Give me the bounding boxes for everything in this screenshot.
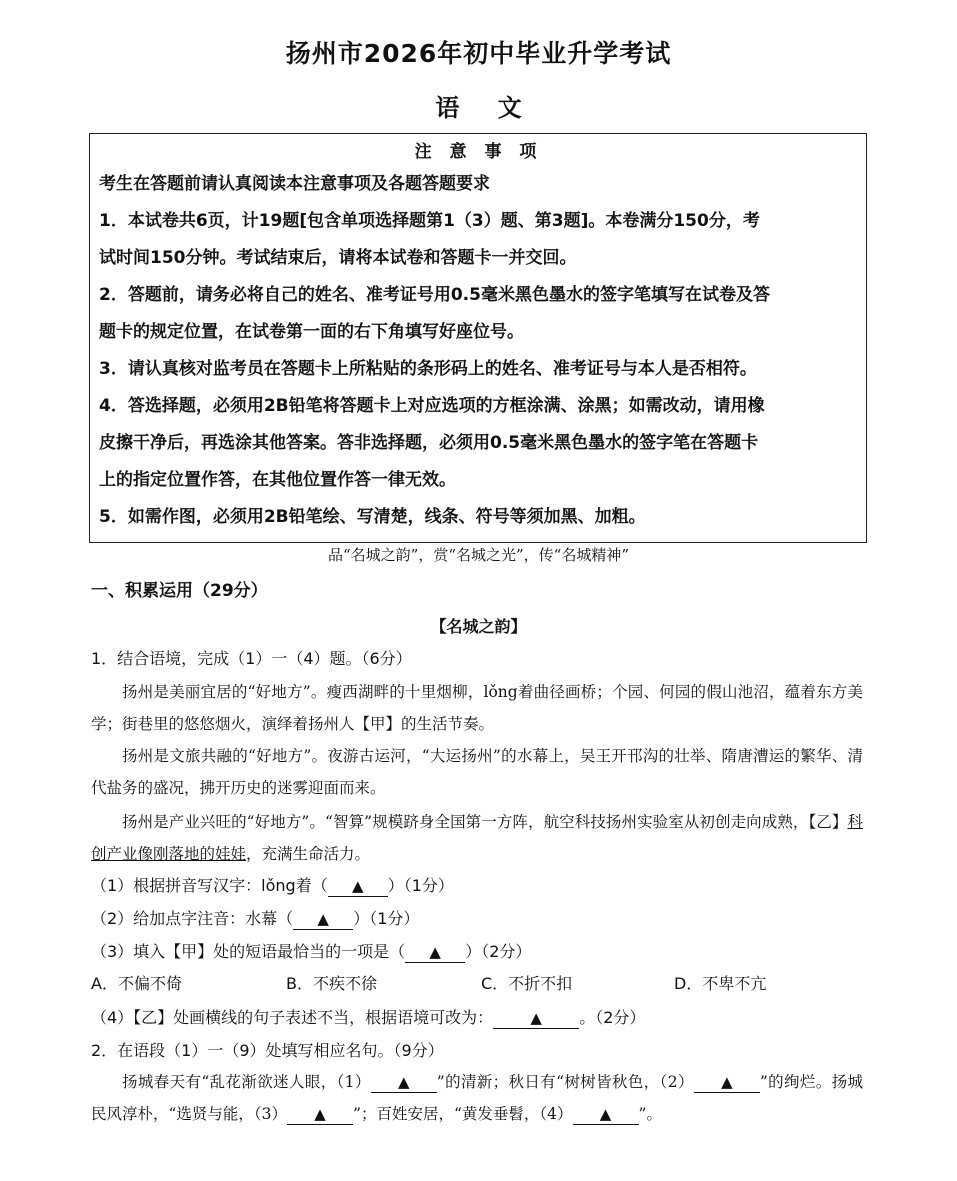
answer-blank[interactable]: ▲ (293, 909, 353, 930)
theme-slogan: 品“名城之韵”，赏“名城之光”，传“名城精神” (327, 546, 629, 564)
option-c[interactable]: C．不折不扣 (481, 974, 573, 993)
sub-question-text: （3）填入【甲】处的短语最恰当的一项是（ (91, 942, 406, 961)
answer-blank[interactable]: ▲ (573, 1104, 639, 1125)
paragraph-text: ”的清新；秋日有“树树皆秋色，（2） (436, 1073, 694, 1091)
question-1-paragraph: 扬州是文旅共融的“好地方”。夜游古运河，“大运扬州”的水幕上，吴王开邗沟的壮举、隋唐漕运的繁华、清代盐务的盛况，拂开历史的迷雾迎面而来。 (91, 747, 863, 797)
answer-blank[interactable]: ▲ (493, 1008, 579, 1029)
part-heading: 【名城之韵】 (430, 617, 527, 636)
option-a[interactable]: A．不偏不倚 (91, 974, 182, 993)
sub-question-text: ）（1分） (353, 909, 420, 928)
question-2-stem: 2．在语段（1）一（9）处填写相应名句。（9分） (91, 1041, 444, 1060)
answer-blank[interactable]: ▲ (694, 1072, 760, 1093)
option-d[interactable]: D．不卑不亢 (674, 974, 767, 993)
option-b[interactable]: B．不疾不徐 (286, 974, 377, 993)
sub-question-text: ）（2分） (465, 942, 532, 961)
sub-question-text: （4）【乙】处画横线的句子表述不当，根据语境可改为： (91, 1008, 494, 1027)
sub-question-text: （2）给加点字注音：水幕（ (91, 909, 294, 928)
sub-question-text: ）（1分） (387, 876, 454, 895)
answer-blank[interactable]: ▲ (405, 942, 465, 963)
question-1-paragraph (91, 806, 863, 870)
sub-question-text: 。（2分） (579, 1008, 646, 1027)
notice-line: 上的指定位置作答，在其他位置作答一律无效。 (99, 470, 456, 490)
sub-question-2 (91, 907, 419, 931)
paragraph-text: ”；百姓安居，“黄发垂髫，（4） (353, 1105, 573, 1123)
notice-line: 5．如需作图，必须用2B铅笔绘、写清楚，线条、符号等须加黑、加粗。 (99, 507, 646, 527)
question-1-paragraph: 扬州是美丽宜居的“好地方”。瘦西湖畔的十里烟柳，lǒng着曲径画桥；个园、何园的假山池沼，蕴着东方美学；街巷里的悠悠烟火，演绎着扬州人【甲】的生活节奏。 (91, 683, 863, 733)
paragraph-text: 扬城春天有“乱花渐欲迷人眼，（1） (122, 1073, 371, 1091)
paragraph-text: 扬州是产业兴旺的“好地方”。“智算”规模跻身全国第一方阵，航空科技扬州实验室从初创走向成熟，【乙】 (122, 813, 848, 831)
paragraph-text: ”的 (759, 1073, 785, 1091)
notice-line: 3．请认真核对监考员在答题卡上所粘贴的条形码上的姓名、准考证号与本人是否相符。 (99, 359, 757, 379)
notice-line: 1．本试卷共6页，计19题[包含单项选择题第1（3）题、第3题]。本卷满分150分，考 (99, 211, 760, 231)
answer-blank[interactable]: ▲ (287, 1104, 353, 1125)
notice-line: 试时间150分钟。考试结束后，请将本试卷和答题卡一并交回。 (99, 248, 577, 268)
notice-intro: 考生在答题前请认真阅读本注意事项及各题答题要求 (99, 174, 490, 194)
notice-line: 4．答选择题，必须用2B铅笔将答题卡上对应选项的方框涂满、涂黑；如需改动，请用橡 (99, 396, 765, 416)
notice-line: 2．答题前，请务必将自己的姓名、准考证号用0.5毫米黑色墨水的签字笔填写在试卷及答 (99, 285, 770, 305)
question-1-stem: 1．结合语境，完成（1）一（4）题。（6分） (91, 649, 412, 668)
exam-subject: 语 文 (435, 94, 522, 122)
question-2-paragraph (91, 1066, 863, 1130)
sub-question-3 (91, 940, 531, 964)
sub-question-1 (91, 874, 454, 898)
section-heading: 一、积累运用（29分） (91, 581, 268, 601)
answer-blank[interactable]: ▲ (328, 876, 388, 897)
sub-question-4 (91, 1006, 645, 1030)
notice-line: 题卡的规定位置，在试卷第一面的右下角填写好座位号。 (99, 322, 524, 342)
paragraph-text: 绚烂。扬城民风淳朴，“选贤与能，（3） (91, 1073, 863, 1123)
paragraph-text: ，充满生命活力。 (246, 845, 371, 863)
answer-blank[interactable]: ▲ (371, 1072, 437, 1093)
paragraph-text: ”。 (638, 1105, 662, 1123)
underlined-sentence: 科创产业像刚落地的娃娃 (91, 813, 863, 863)
notice-title: 注 意 事 项 (414, 142, 543, 162)
exam-title: 扬州市2026年初中毕业升学考试 (285, 39, 672, 68)
sub-question-text: （1）根据拼音写汉字：lǒng着（ (91, 876, 328, 895)
notice-line: 皮擦干净后，再选涂其他答案。答非选择题，必须用0.5毫米黑色墨水的签字笔在答题卡 (99, 433, 759, 453)
notice-box (89, 133, 867, 543)
